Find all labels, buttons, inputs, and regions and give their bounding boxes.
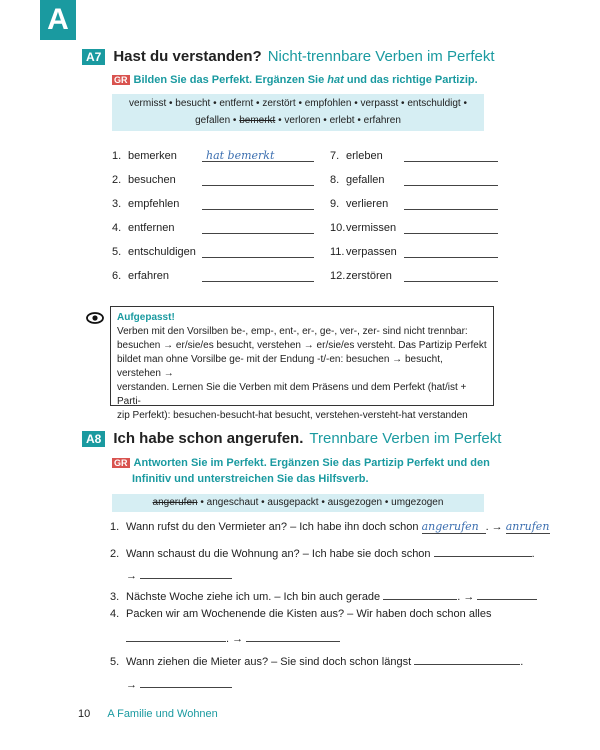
sentence-1: 1. Wann rufst du den Vermieter an? – Ich habe ihn doch schon angerufen . → anrufen [110, 520, 550, 533]
a7-item [112, 194, 314, 210]
page-number: 10 [78, 708, 91, 720]
item-number: 8. [330, 174, 340, 186]
note-title: Aufgepasst! [117, 312, 175, 323]
item-verb: vermissen [346, 222, 397, 234]
a8-badge: A8 [82, 431, 105, 447]
wordbox-rest: • angeschaut • ausgepackt • ausgezogen • umgezogen [197, 497, 444, 508]
answer-blank[interactable] [202, 269, 314, 282]
answer-blank[interactable] [202, 173, 314, 186]
answer-blank[interactable] [140, 566, 232, 579]
a7-item [330, 242, 498, 258]
item-number: 9. [330, 198, 340, 210]
item-verb: empfehlen [128, 198, 180, 210]
item-number: 3. [112, 198, 122, 210]
answer-blank[interactable]: hat bemerkt [202, 149, 314, 162]
item-verb: erfahren [128, 270, 169, 282]
note-line: verstanden. Lernen Sie die Verben mit dem Präsens und dem Perfekt (hat/ist + Parti- [117, 382, 467, 407]
sentence-2: 2. Wann schaust du die Wohnung an? – Ich habe sie doch schon . [110, 544, 535, 560]
item-number: 7. [330, 150, 340, 162]
struck-word: angerufen [152, 497, 198, 508]
answer-blank[interactable] [404, 149, 498, 162]
a8-wordbox [112, 494, 484, 512]
a8-subtitle: Trennbare Verben im Perfekt [309, 430, 502, 447]
instr-text: Bilden Sie das Perfekt. Ergänzen Sie [133, 74, 328, 86]
note-line: Verben mit den Vorsilben be-, emp-, ent-, er-, ge-, ver-, zer- sind nicht trennbar: [117, 326, 468, 337]
a7-item [112, 242, 314, 258]
item-verb: verlieren [346, 198, 389, 210]
a7-header [82, 48, 495, 65]
a7-title: Hast du verstanden? [113, 48, 262, 65]
answer-blank[interactable] [404, 221, 498, 234]
note-line: zip Perfekt): besuchen-besucht-hat besucht, verstehen-versteht-hat verstanden [117, 410, 468, 421]
item-number: 5. [112, 246, 122, 258]
sentence-5-arrow: → [110, 675, 232, 691]
sentence-4: 4. Packen wir am Wochenende die Kisten aus? – Wir haben doch schon alles [110, 608, 492, 620]
a7-item [112, 266, 314, 282]
sentence-3: 3. Nächste Woche ziehe ich um. – Ich bin auch gerade . → [110, 587, 537, 603]
note-box [110, 306, 494, 421]
instr-line2: Infinitiv und unterstreichen Sie das Hilfsverb. [132, 473, 369, 485]
sentence-2-arrow: → [110, 566, 232, 582]
answer-blank[interactable]: angerufen [422, 520, 486, 534]
answer-blank[interactable] [404, 245, 498, 258]
page-footer [78, 708, 218, 720]
a8-title: Ich habe schon angerufen. [113, 430, 304, 447]
item-number: 12. [330, 270, 346, 282]
wordbox-line2: gefallen • bemerkt • verloren • erlebt • erfahren [195, 115, 401, 126]
item-verb: erleben [346, 150, 383, 162]
item-number: 11. [330, 246, 345, 258]
answer-blank[interactable] [404, 197, 498, 210]
answer-blank[interactable] [383, 587, 457, 600]
chapter-label: A Familie und Wohnen [107, 708, 218, 720]
a7-badge: A7 [82, 49, 105, 65]
a7-item [330, 194, 498, 210]
instr-text-2: und das richtige Partizip. [343, 74, 478, 86]
note-line: besuchen → er/sie/es besucht, verstehen → er/sie/es versteht. Das Partizip Perfekt [117, 340, 487, 351]
item-number: 1. [112, 150, 122, 162]
answer-blank[interactable] [404, 269, 498, 282]
item-number: 4. [112, 222, 122, 234]
a7-item [330, 146, 498, 162]
gr-badge: GR [114, 458, 128, 468]
item-number: 2. [112, 174, 122, 186]
item-verb: gefallen [346, 174, 385, 186]
a7-item [330, 170, 498, 186]
a7-subtitle: Nicht-trennbare Verben im Perfekt [267, 48, 495, 65]
a8-header [82, 430, 501, 447]
wordbox-line1: vermisst • besucht • entfernt • zerstört • empfohlen • verpasst • entschuldigt • [129, 98, 467, 109]
item-verb: entfernen [128, 222, 175, 234]
a7-instruction [112, 72, 478, 88]
answer-blank[interactable]: anrufen [505, 520, 550, 533]
note-line: bildet man ohne Vorsilbe ge- mit der Endung -t/-en: besuchen → besucht, verstehen → [117, 354, 443, 379]
a8-instruction [112, 455, 490, 487]
eye-icon [86, 312, 104, 324]
item-verb: verpassen [346, 246, 397, 258]
item-number: 6. [112, 270, 122, 282]
a7-item [112, 218, 314, 234]
a7-item [112, 146, 314, 162]
answer-blank[interactable] [246, 629, 340, 642]
answer-blank[interactable] [434, 544, 532, 557]
item-number: 10. [330, 222, 346, 234]
answer-blank[interactable] [202, 197, 314, 210]
answer-blank[interactable] [477, 587, 537, 600]
a7-item [112, 170, 314, 186]
item-verb: besuchen [128, 174, 176, 186]
answer-blank[interactable] [126, 629, 226, 642]
answer-blank[interactable] [404, 173, 498, 186]
answer-blank[interactable] [202, 221, 314, 234]
sentence-4-answers: . → [110, 629, 340, 645]
instr-hat: hat [327, 74, 344, 86]
struck-word: bemerkt [239, 115, 276, 126]
a7-item [330, 218, 498, 234]
a7-wordbox [112, 94, 484, 131]
answer-blank[interactable] [140, 675, 232, 688]
answer-blank[interactable] [202, 245, 314, 258]
answer-blank[interactable] [414, 652, 520, 665]
item-verb: bemerken [128, 150, 177, 162]
a7-item [330, 266, 498, 282]
instr-line1: Antworten Sie im Perfekt. Ergänzen Sie das Partizip Perfekt und den [133, 457, 490, 469]
gr-badge: GR [114, 75, 128, 85]
unit-tab: A [40, 0, 76, 40]
item-verb: zerstören [346, 270, 392, 282]
item-verb: entschuldigen [128, 246, 196, 258]
sentence-5: 5. Wann ziehen die Mieter aus? – Sie sind doch schon längst . [110, 652, 523, 668]
